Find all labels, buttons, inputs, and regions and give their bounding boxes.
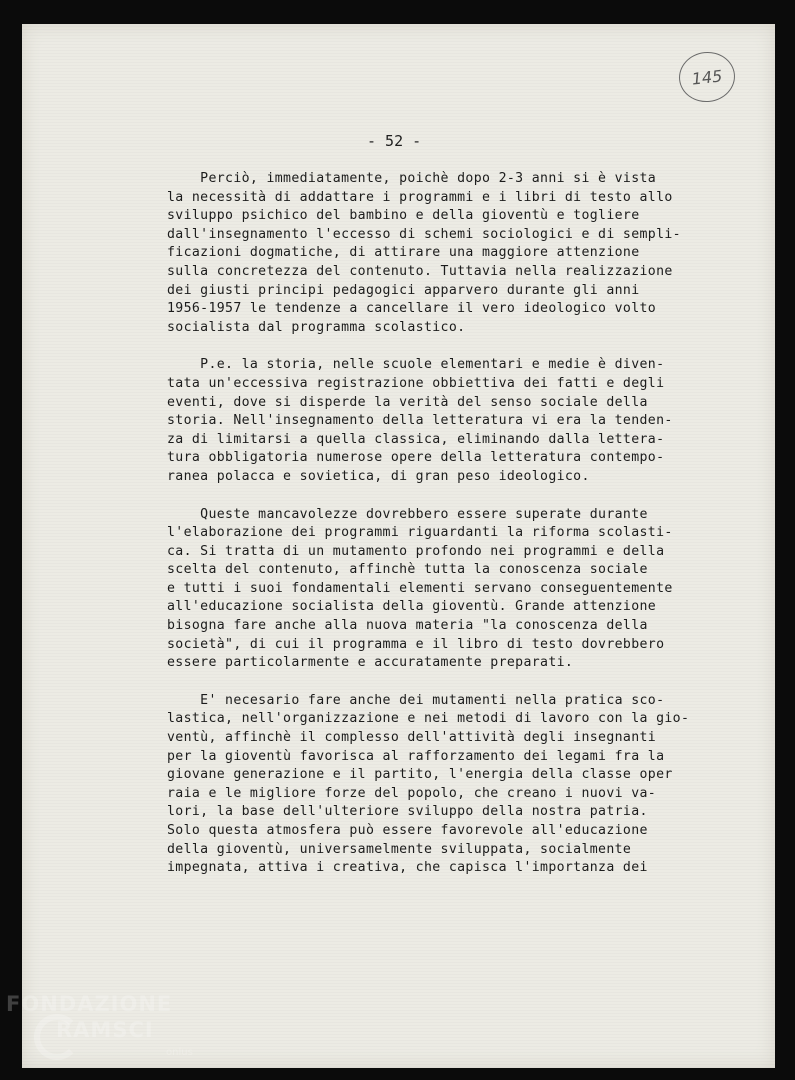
page-number: - 52 - [367, 132, 422, 150]
text-line: della gioventù, universamelmente sviluppata, socialmente [167, 841, 632, 857]
text-line: raia e le migliore forze del popolo, che creano i nuovi va- [167, 785, 657, 801]
text-line: dei giusti principi pedagogici apparvero durante gli anni [167, 282, 640, 298]
text-line: l'elaborazione dei programmi riguardanti la riforma scolasti- [167, 525, 673, 541]
text-line: essere particolarmente e accuratamente preparati. [167, 655, 574, 671]
text-line: P.e. la storia, nelle scuole elementari e medie è diven- [167, 357, 665, 373]
text-line: Queste mancavolezze dovrebbero essere superate durante [167, 506, 648, 522]
text-line: sulla concretezza del contenuto. Tuttavia nella realizzazione [167, 263, 673, 279]
fondazione-gramsci-watermark [6, 992, 206, 1072]
text-line: tura obbligatoria numerose opere della letteratura contempo- [167, 450, 665, 466]
watermark-line-3: onlus [166, 1047, 193, 1058]
text-line: storia. Nell'insegnamento della letteratura vi era la tenden- [167, 413, 673, 429]
text-line: bisogna fare anche alla nuova materia "la conoscenza della [167, 618, 648, 634]
text-line: tata un'eccessiva registrazione obbiettiva dei fatti e degli [167, 375, 665, 391]
text-line: società", di cui il programma e il libro di testo dovrebbero [167, 636, 665, 652]
watermark-line-2: RAMSCI [56, 1018, 154, 1042]
document-page [22, 24, 775, 1068]
paragraph-4 [167, 692, 767, 878]
text-line: lori, la base dell'ulteriore sviluppo della nostra patria. [167, 804, 648, 820]
text-line: giovane generazione e il partito, l'energia della classe oper [167, 767, 673, 783]
text-line: impegnata, attiva i creativa, che capisca l'importanza dei [167, 860, 648, 876]
text-line: dall'insegnamento l'eccesso di schemi sociologici e di sempli- [167, 226, 681, 242]
text-line: Perciò, immediatamente, poichè dopo 2-3 anni si è vista [167, 171, 657, 186]
text-line: ranea polacca e sovietica, di gran peso ideologico. [167, 468, 590, 484]
text-line: za di limitarsi a quella classica, eliminando dalla lettera- [167, 431, 665, 447]
text-line: eventi, dove si disperde la verità del senso sociale della [167, 394, 648, 410]
text-line: ca. Si tratta di un mutamento profondo nei programmi e della [167, 543, 665, 559]
text-line: all'educazione socialista della gioventù. Grande attenzione [167, 599, 657, 615]
paragraph-3 [167, 506, 767, 673]
text-line: la necessità di addattare i programmi e i libri di testo allo [167, 189, 673, 205]
text-line: lastica, nell'organizzazione e nei metodi di lavoro con la gio- [167, 711, 690, 727]
text-line: scelta del contenuto, affinchè tutta la conoscenza sociale [167, 562, 648, 578]
paragraph-1 [167, 170, 767, 337]
archive-number-stamp [677, 49, 738, 105]
text-line: sviluppo psichico del bambino e della gioventù e togliere [167, 208, 640, 224]
text-line: ficazioni dogmatiche, di attirare una maggiore attenzione [167, 245, 640, 261]
typed-body-text [167, 170, 767, 897]
text-line: Solo questa atmosfera può essere favorevole all'educazione [167, 823, 648, 838]
text-line: per la gioventù favorisca al rafforzamento dei legami fra la [167, 748, 665, 764]
text-line: e tutti i suoi fondamentali elementi servano conseguentemente [167, 580, 673, 596]
watermark-line-1: FONDAZIONE [6, 992, 173, 1016]
paragraph-2 [167, 356, 767, 486]
text-line: socialista dal programma scolastico. [167, 319, 466, 335]
archive-number: 145 [690, 65, 724, 89]
text-line: 1956-1957 le tendenze a cancellare il vero ideologico volto [167, 301, 657, 317]
text-line: ventù, affinchè il complesso dell'attività degli insegnanti [167, 730, 657, 746]
text-line: E' necesario fare anche dei mutamenti nella pratica sco- [167, 692, 665, 708]
